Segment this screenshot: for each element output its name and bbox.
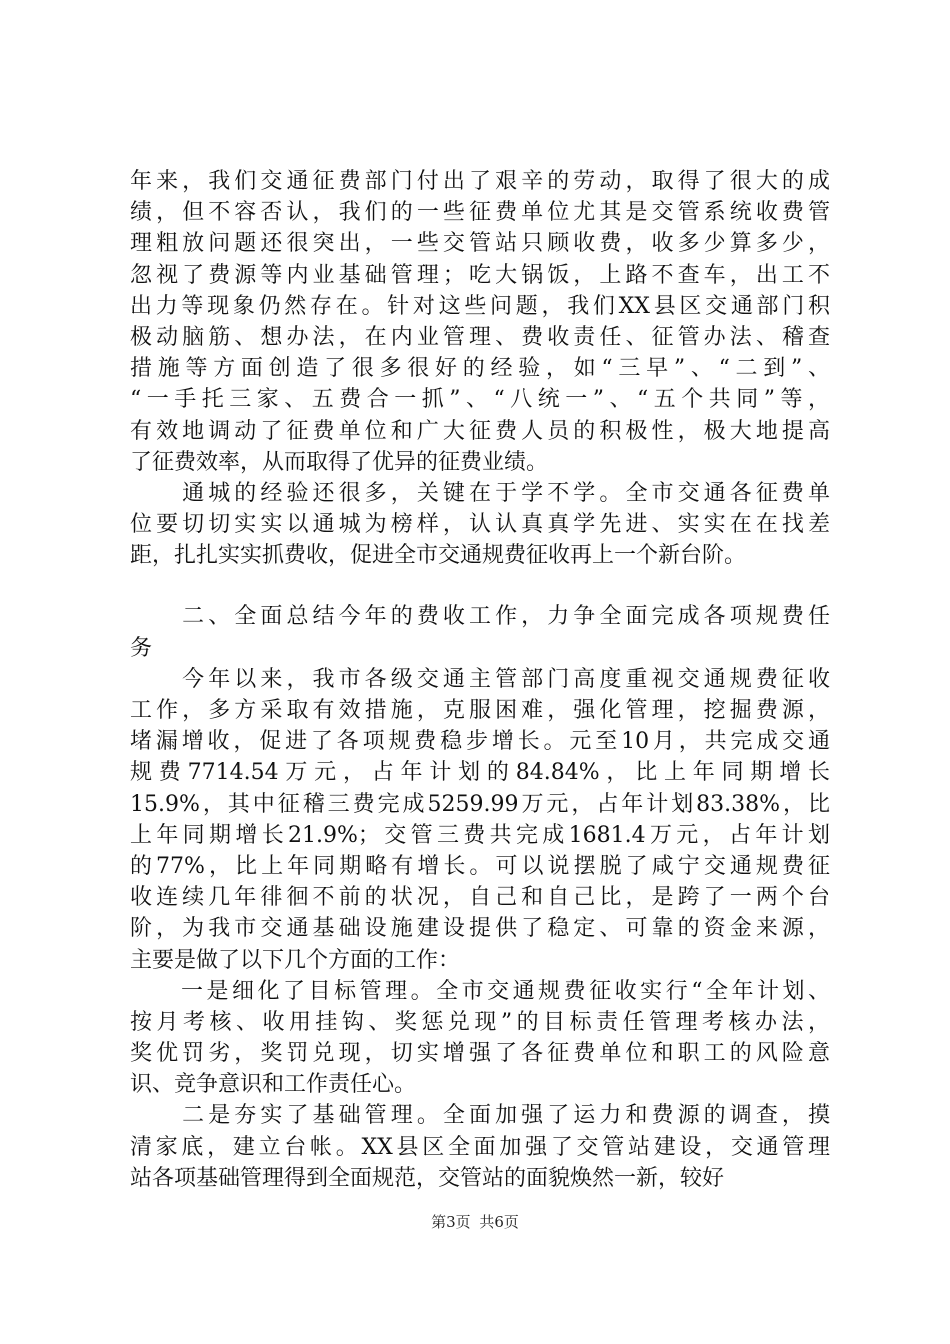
text-line: 措施等方面创造了很多很好的经验，如“三早”、“二到”、 — [130, 356, 830, 382]
page-number: 第3页 — [431, 1213, 471, 1231]
text-line: 奖优罚劣，奖罚兑现，切实增强了各征费单位和职工的风险意 — [130, 1041, 830, 1067]
text-line: 二是夯实了基础管理。全面加强了运力和费源的调查，摸 — [130, 1103, 830, 1129]
text-line: 距，扎扎实实抓费收，促进全市交通规费征收再上一个新台阶。 — [130, 543, 747, 569]
text-line: 15.9%，其中征稽三费完成5259.99万元，占年计划83.38%，比 — [130, 791, 830, 817]
text-line: 理粗放问题还很突出，一些交管站只顾收费，收多少算多少， — [130, 231, 830, 257]
text-line: 工作，多方采取有效措施，克服困难，强化管理，挖掘费源， — [130, 698, 830, 723]
section-gap — [130, 571, 830, 601]
paragraph-block-1 — [130, 166, 830, 571]
text-line: 二、全面总结今年的费收工作，力争全面完成各项规费任 — [130, 604, 830, 630]
text-line: 一是细化了目标管理。全市交通规费征收实行“全年计划、 — [130, 978, 830, 1004]
paragraph-block-2 — [130, 601, 830, 1194]
text-line: 通城的经验还很多，关键在于学不学。全市交通各征费单 — [130, 480, 830, 506]
text-line: 有效地调动了征费单位和广大征费人员的积极性，极大地提高 — [130, 418, 830, 444]
text-line: 主要是做了以下几个方面的工作： — [130, 947, 461, 973]
text-line: 收连续几年徘徊不前的状况，自己和自己比，是跨了一两个台 — [130, 885, 830, 911]
text-line: 识、竞争意识和工作责任心。 — [130, 1072, 417, 1098]
text-line: “一手托三家、五费合一抓”、“八统一”、“五个共同”等， — [130, 387, 830, 413]
page-total: 共6页 — [479, 1213, 519, 1231]
text-line: 的77%，比上年同期略有增长。可以说摆脱了咸宁交通规费征 — [130, 853, 830, 879]
text-line: 站各项基础管理得到全面规范，交管站的面貌焕然一新，较好 — [130, 1165, 725, 1191]
text-line: 极动脑筋、想办法，在内业管理、费收责任、征管办法、稽查 — [130, 324, 830, 350]
text-line: 忽视了费源等内业基础管理；吃大锅饭，上路不查车，出工不 — [130, 262, 830, 288]
text-line: 清家底，建立台帐。XX县区全面加强了交管站建设，交通管理 — [130, 1134, 830, 1160]
text-line: 年来，我们交通征费部门付出了艰辛的劳动，取得了很大的成 — [130, 169, 830, 194]
text-line: 出力等现象仍然存在。针对这些问题，我们XX县区交通部门积 — [130, 293, 830, 319]
document-body — [130, 166, 830, 1194]
text-line: 了征费效率，从而取得了优异的征费业绩。 — [130, 449, 549, 475]
text-line: 按月考核、收用挂钩、奖惩兑现”的目标责任管理考核办法， — [130, 1009, 830, 1035]
page-footer — [0, 1212, 950, 1232]
text-line: 堵漏增收，促进了各项规费稳步增长。元至10月，共完成交通 — [130, 729, 830, 755]
text-line: 位要切切实实以通城为榜样，认认真真学先进、实实在在找差 — [130, 512, 830, 538]
text-line: 绩，但不容否认，我们的一些征费单位尤其是交管系统收费管 — [130, 200, 830, 226]
text-line: 上年同期增长21.9%；交管三费共完成1681.4万元，占年计划 — [130, 822, 830, 848]
text-line: 务 — [130, 635, 153, 661]
text-line: 阶，为我市交通基础设施建设提供了稳定、可靠的资金来源， — [130, 916, 830, 942]
text-line: 规费7714.54万元，占年计划的84.84%，比上年同期增长 — [130, 760, 830, 786]
text-line: 今年以来，我市各级交通主管部门高度重视交通规费征收 — [130, 666, 830, 692]
